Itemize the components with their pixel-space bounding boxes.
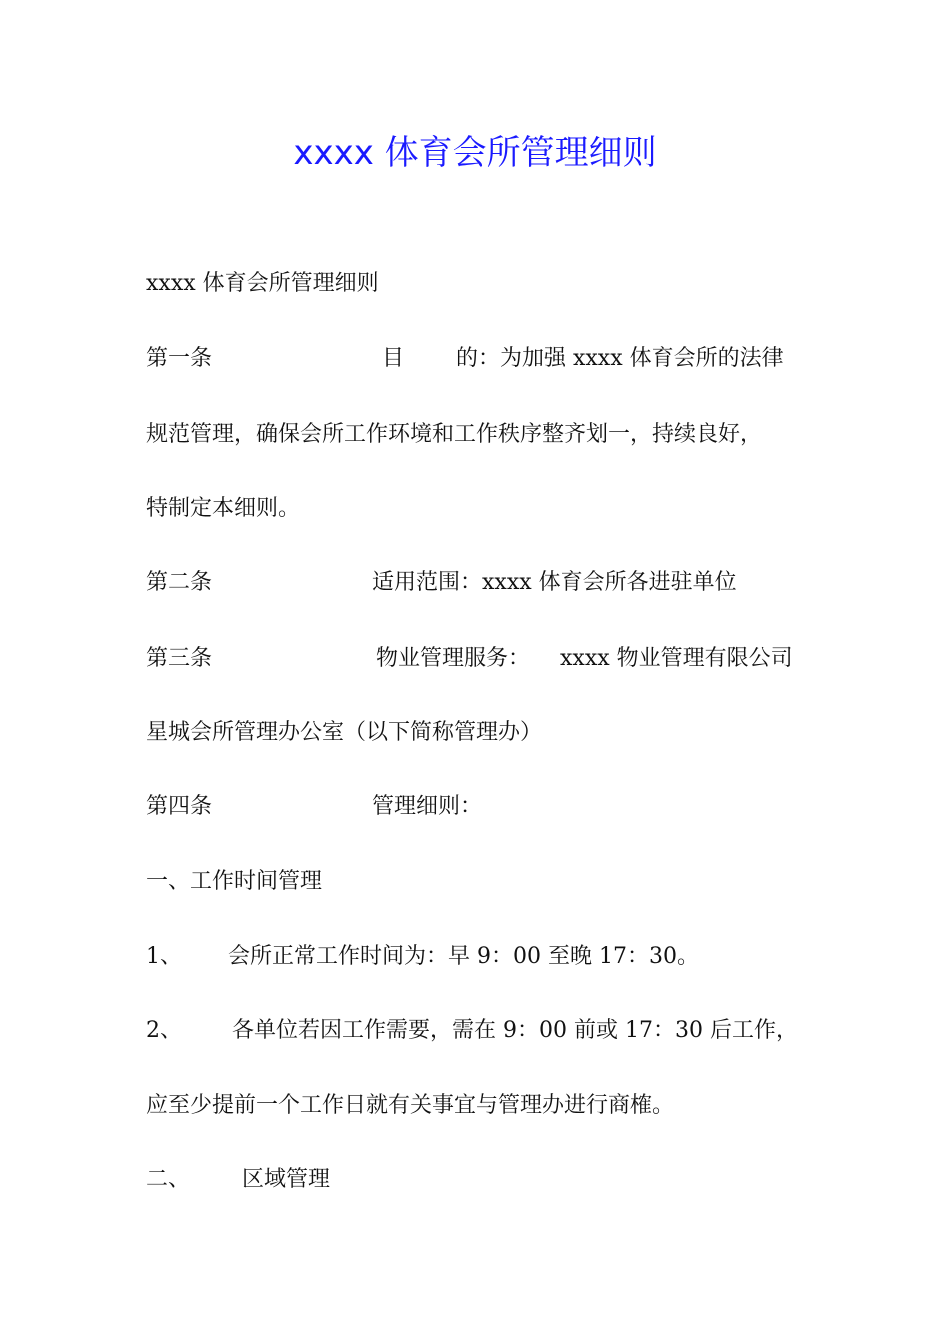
article-4-text: 管理细则： (372, 794, 483, 819)
section-1-heading: 一、工作时间管理 (146, 869, 323, 894)
article-3-line-2: 星城会所管理办公室（以下简称管理办） (146, 720, 543, 745)
article-1-label: 第一条 (146, 346, 213, 371)
section-1-item-2-number: 2、 (146, 1018, 182, 1043)
article-2-label: 第二条 (146, 570, 213, 595)
article-2-text: 适用范围：xxxx 体育会所各进驻单位 (372, 570, 737, 595)
document-title: xxxx 体育会所管理细则 (293, 133, 657, 173)
section-2-heading: 区域管理 (242, 1167, 331, 1192)
article-4-label: 第四条 (146, 794, 213, 819)
article-1-heading-b: 的：为加强 xxxx 体育会所的法律 (456, 346, 784, 371)
document-subtitle: xxxx 体育会所管理细则 (146, 271, 379, 296)
article-3-text-a: 物业管理服务： (376, 646, 531, 671)
article-3-text-b: xxxx 物业管理有限公司 (560, 646, 793, 671)
section-1-item-2-line-2: 应至少提前一个工作日就有关事宜与管理办进行商榷。 (146, 1093, 675, 1118)
article-1-heading-a: 目 (382, 346, 405, 371)
section-2-number: 二、 (146, 1167, 191, 1192)
article-3-label: 第三条 (146, 646, 213, 671)
article-1-line-3: 特制定本细则。 (146, 496, 301, 521)
section-1-item-2-text: 各单位若因工作需要，需在 9：00 前或 17：30 后工作， (232, 1018, 798, 1043)
section-1-item-1-text: 会所正常工作时间为：早 9：00 至晚 17：30。 (228, 944, 699, 969)
section-1-item-1-number: 1、 (146, 944, 182, 969)
article-1-line-2: 规范管理，确保会所工作环境和工作秩序整齐划一，持续良好， (146, 422, 763, 447)
